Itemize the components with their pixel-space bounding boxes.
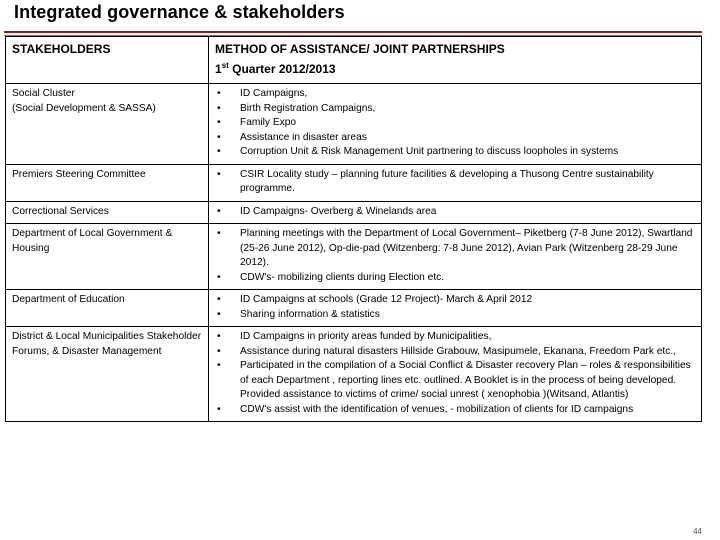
stakeholder-cell: Department of Local Government & Housing xyxy=(6,224,209,290)
method-cell xyxy=(209,290,702,327)
table-row xyxy=(6,327,702,422)
stakeholder-cell: Correctional Services xyxy=(6,201,209,224)
method-cell xyxy=(209,164,702,201)
table-row xyxy=(6,201,702,224)
list-item: • ID Campaigns- Overberg & Winelands area xyxy=(215,205,695,220)
table-row xyxy=(6,84,702,165)
list-item: • ID Campaigns at schools (Grade 12 Project)- March & April 2012 xyxy=(215,293,695,308)
method-cell xyxy=(209,327,702,422)
list-item: • Planning meetings with the Department of Local Government– Piketberg (7-8 June 2012), Swartland (25-26 June 2012), Op-die-pad (Witzenberg: 7-8 June 2012), Avian Park (Witzenberg 28-29 June 2012). xyxy=(215,227,695,271)
page-number: 44 xyxy=(693,527,702,536)
list-item: • Assistance during natural disasters Hillside Grabouw, Masipumele, Ekanana, Freedom Park etc., xyxy=(215,345,695,360)
list-item: • ID Campaigns, xyxy=(215,87,695,102)
table-header-row xyxy=(6,37,702,84)
list-item: • Sharing information & statistics xyxy=(215,308,695,323)
list-item: • ID Campaigns in priority areas funded by Municipalities, xyxy=(215,330,695,345)
table-row xyxy=(6,164,702,201)
stakeholder-cell: Premiers Steering Committee xyxy=(6,164,209,201)
list-item: • Birth Registration Campaigns, xyxy=(215,102,695,117)
method-cell xyxy=(209,201,702,224)
list-item: • Family Expo xyxy=(215,116,695,131)
method-cell xyxy=(209,224,702,290)
stakeholders-table xyxy=(5,36,702,422)
method-cell xyxy=(209,84,702,165)
header-method xyxy=(209,37,702,84)
list-item: • CSIR Locality study – planning future facilities & developing a Thusong Centre sustainability programme. xyxy=(215,168,695,197)
title-divider xyxy=(4,31,702,33)
header-stakeholders: STAKEHOLDERS xyxy=(6,37,209,84)
stakeholder-cell: Department of Education xyxy=(6,290,209,327)
list-item: • Assistance in disaster areas xyxy=(215,131,695,146)
header-quarter: 1st Quarter 2012/2013 xyxy=(215,61,336,76)
header-method-title: METHOD OF ASSISTANCE/ JOINT PARTNERSHIPS xyxy=(215,42,505,56)
list-item: • CDW's assist with the identification of venues, - mobilization of clients for ID campaigns xyxy=(215,403,695,418)
table-row xyxy=(6,290,702,327)
list-item: • Corruption Unit & Risk Management Unit partnering to discuss loopholes in systems xyxy=(215,145,695,160)
stakeholder-cell: District & Local Municipalities Stakeholder Forums, & Disaster Management xyxy=(6,327,209,422)
table-row xyxy=(6,224,702,290)
page-title: Integrated governance & stakeholders xyxy=(14,2,345,22)
list-item: • Participated in the compilation of a Social Conflict & Disaster recovery Plan – roles & responsibilities of each Department , reporting lines etc. outlined. A Booklet is in the process of being developed. Provided assistance to victims of crime/ social unrest ( xenophobia )(Witsand, Atlantis) xyxy=(215,359,695,403)
stakeholder-cell: Social Cluster (Social Development & SASSA) xyxy=(6,84,209,165)
list-item: • CDW's- mobilizing clients during Election etc. xyxy=(215,271,695,286)
